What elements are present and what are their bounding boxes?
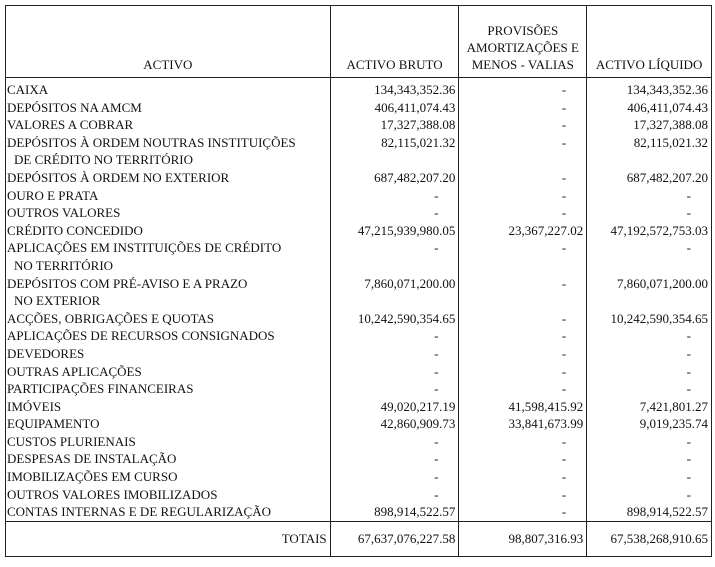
- activo-bruto-value: 898,914,522.57: [330, 503, 459, 521]
- table-row: [6, 275, 712, 293]
- table-row: [6, 187, 712, 205]
- row-label: OUTROS VALORES IMOBILIZADOS: [7, 486, 218, 502]
- row-label: APLICAÇÕES DE RECURSOS CONSIGNADOS: [7, 328, 275, 344]
- provisoes-value: -: [459, 450, 587, 468]
- table-row: [6, 204, 712, 222]
- table-row: [6, 398, 712, 416]
- activo-bruto-value: -: [330, 327, 459, 345]
- provisoes-value: -: [459, 380, 587, 398]
- empty-cell: [330, 151, 459, 169]
- empty-cell: [587, 151, 712, 169]
- row-label: VALORES A COBRAR: [7, 117, 134, 133]
- table-row: [6, 450, 712, 468]
- balance-sheet-table: [5, 5, 712, 557]
- header-provisoes: PROVISÕES AMORTIZAÇÕES E MENOS - VALIAS: [459, 6, 587, 78]
- table-row: [6, 380, 712, 398]
- activo-liquido-value: 82,115,021.32: [587, 134, 712, 152]
- activo-bruto-value: 10,242,590,354.65: [330, 310, 459, 328]
- provisoes-value: -: [459, 204, 587, 222]
- activo-bruto-value: -: [330, 486, 459, 504]
- table-body: [6, 78, 712, 557]
- provisoes-value: 23,367,227.02: [459, 222, 587, 240]
- activo-liquido-value: -: [587, 327, 712, 345]
- table-row: [6, 345, 712, 363]
- provisoes-value: 33,841,673.99: [459, 415, 587, 433]
- activo-bruto-value: -: [330, 363, 459, 381]
- activo-bruto-value: -: [330, 468, 459, 486]
- table-row: [6, 222, 712, 240]
- activo-liquido-value: 17,327,388.08: [587, 116, 712, 134]
- provisoes-value: -: [459, 116, 587, 134]
- total-activo-liquido: 67,538,268,910.65: [587, 521, 712, 556]
- row-label: EQUIPAMENTO: [7, 416, 100, 432]
- table-row: [6, 468, 712, 486]
- provisoes-value: -: [459, 433, 587, 451]
- table-row: [6, 310, 712, 328]
- row-label: DEPÓSITOS À ORDEM NOUTRAS INSTITUIÇÕES: [7, 134, 296, 150]
- table-row: [6, 486, 712, 504]
- activo-bruto-value: -: [330, 239, 459, 257]
- activo-liquido-value: -: [587, 433, 712, 451]
- provisoes-value: -: [459, 275, 587, 293]
- table-row: [6, 327, 712, 345]
- row-label: DEPÓSITOS À ORDEM NO EXTERIOR: [7, 169, 230, 185]
- activo-liquido-value: 9,019,235.74: [587, 415, 712, 433]
- activo-liquido-value: 7,421,801.27: [587, 398, 712, 416]
- table-row: [6, 415, 712, 433]
- totals-label: TOTAIS: [6, 521, 331, 556]
- row-label: CONTAS INTERNAS E DE REGULARIZAÇÃO: [7, 504, 272, 520]
- row-label-continuation: DE CRÉDITO NO TERRITÓRIO: [14, 152, 193, 168]
- activo-liquido-value: -: [587, 450, 712, 468]
- provisoes-value: -: [459, 503, 587, 521]
- table-row: [6, 363, 712, 381]
- activo-liquido-value: -: [587, 204, 712, 222]
- empty-cell: [587, 292, 712, 310]
- activo-bruto-value: 42,860,909.73: [330, 415, 459, 433]
- row-label: DEPÓSITOS NA AMCM: [7, 99, 142, 115]
- provisoes-value: -: [459, 78, 587, 99]
- row-label: OUTROS VALORES: [7, 205, 121, 221]
- activo-bruto-value: -: [330, 187, 459, 205]
- row-label: CRÉDITO CONCEDIDO: [7, 222, 143, 238]
- empty-cell: [587, 257, 712, 275]
- header-row: [6, 6, 712, 78]
- activo-liquido-value: -: [587, 380, 712, 398]
- provisoes-value: -: [459, 345, 587, 363]
- row-label: DEVEDORES: [7, 345, 85, 361]
- activo-liquido-value: -: [587, 486, 712, 504]
- table-row: [6, 99, 712, 117]
- activo-liquido-value: 47,192,572,753.03: [587, 222, 712, 240]
- total-activo-bruto: 67,637,076,227.58: [330, 521, 459, 556]
- provisoes-value: -: [459, 99, 587, 117]
- activo-liquido-value: 687,482,207.20: [587, 169, 712, 187]
- activo-liquido-value: 406,411,074.43: [587, 99, 712, 117]
- activo-liquido-value: 898,914,522.57: [587, 503, 712, 521]
- activo-bruto-value: 47,215,939,980.05: [330, 222, 459, 240]
- activo-bruto-value: 406,411,074.43: [330, 99, 459, 117]
- provisoes-value: -: [459, 169, 587, 187]
- provisoes-value: -: [459, 310, 587, 328]
- provisoes-value: -: [459, 134, 587, 152]
- row-label: DESPESAS DE INSTALAÇÃO: [7, 451, 177, 467]
- row-label: DEPÓSITOS COM PRÉ-AVISO E A PRAZO: [7, 275, 248, 291]
- table-row: [6, 116, 712, 134]
- row-label: IMÓVEIS: [7, 398, 62, 414]
- header-activo: ACTIVO: [6, 6, 331, 78]
- activo-bruto-value: -: [330, 433, 459, 451]
- header-activo-bruto: ACTIVO BRUTO: [330, 6, 459, 78]
- activo-bruto-value: -: [330, 450, 459, 468]
- provisoes-value: 41,598,415.92: [459, 398, 587, 416]
- activo-bruto-value: 17,327,388.08: [330, 116, 459, 134]
- empty-cell: [459, 257, 587, 275]
- empty-cell: [330, 257, 459, 275]
- empty-cell: [459, 151, 587, 169]
- header-activo-liquido: ACTIVO LÍQUIDO: [587, 6, 712, 78]
- row-label: OUTRAS APLICAÇÕES: [7, 363, 142, 379]
- activo-liquido-value: 7,860,071,200.00: [587, 275, 712, 293]
- activo-liquido-value: 134,343,352.36: [587, 78, 712, 99]
- provisoes-value: -: [459, 239, 587, 257]
- provisoes-value: -: [459, 468, 587, 486]
- activo-bruto-value: 82,115,021.32: [330, 134, 459, 152]
- activo-liquido-value: 10,242,590,354.65: [587, 310, 712, 328]
- row-label: CAIXA: [7, 82, 49, 97]
- activo-bruto-value: -: [330, 204, 459, 222]
- row-label: ACÇÕES, OBRIGAÇÕES E QUOTAS: [7, 310, 214, 326]
- table-row-continuation: [6, 257, 712, 275]
- row-label-continuation: NO EXTERIOR: [14, 293, 101, 309]
- table-row: [6, 433, 712, 451]
- provisoes-value: -: [459, 363, 587, 381]
- activo-liquido-value: -: [587, 187, 712, 205]
- activo-liquido-value: -: [587, 345, 712, 363]
- row-label: CUSTOS PLURIENAIS: [7, 433, 136, 449]
- activo-bruto-value: 7,860,071,200.00: [330, 275, 459, 293]
- table-row-continuation: [6, 292, 712, 310]
- row-label: OURO E PRATA: [7, 187, 99, 203]
- activo-bruto-value: 687,482,207.20: [330, 169, 459, 187]
- activo-liquido-value: -: [587, 468, 712, 486]
- total-provisoes: 98,807,316.93: [459, 521, 587, 556]
- activo-bruto-value: 134,343,352.36: [330, 78, 459, 99]
- provisoes-value: -: [459, 486, 587, 504]
- empty-cell: [330, 292, 459, 310]
- row-label: IMOBILIZAÇÕES EM CURSO: [7, 469, 178, 485]
- row-label: PARTICIPAÇÕES FINANCEIRAS: [7, 381, 194, 397]
- table-row: [6, 239, 712, 257]
- row-label-continuation: NO TERRITÓRIO: [14, 257, 114, 273]
- totals-row: [6, 521, 712, 556]
- activo-bruto-value: 49,020,217.19: [330, 398, 459, 416]
- activo-liquido-value: -: [587, 239, 712, 257]
- table-row: [6, 78, 712, 99]
- activo-liquido-value: -: [587, 363, 712, 381]
- provisoes-value: -: [459, 187, 587, 205]
- table-row: [6, 503, 712, 521]
- table-row: [6, 134, 712, 152]
- empty-cell: [459, 292, 587, 310]
- activo-bruto-value: -: [330, 380, 459, 398]
- table-row-continuation: [6, 151, 712, 169]
- activo-bruto-value: -: [330, 345, 459, 363]
- provisoes-value: -: [459, 327, 587, 345]
- table-row: [6, 169, 712, 187]
- row-label: APLICAÇÕES EM INSTITUIÇÕES DE CRÉDITO: [7, 240, 282, 256]
